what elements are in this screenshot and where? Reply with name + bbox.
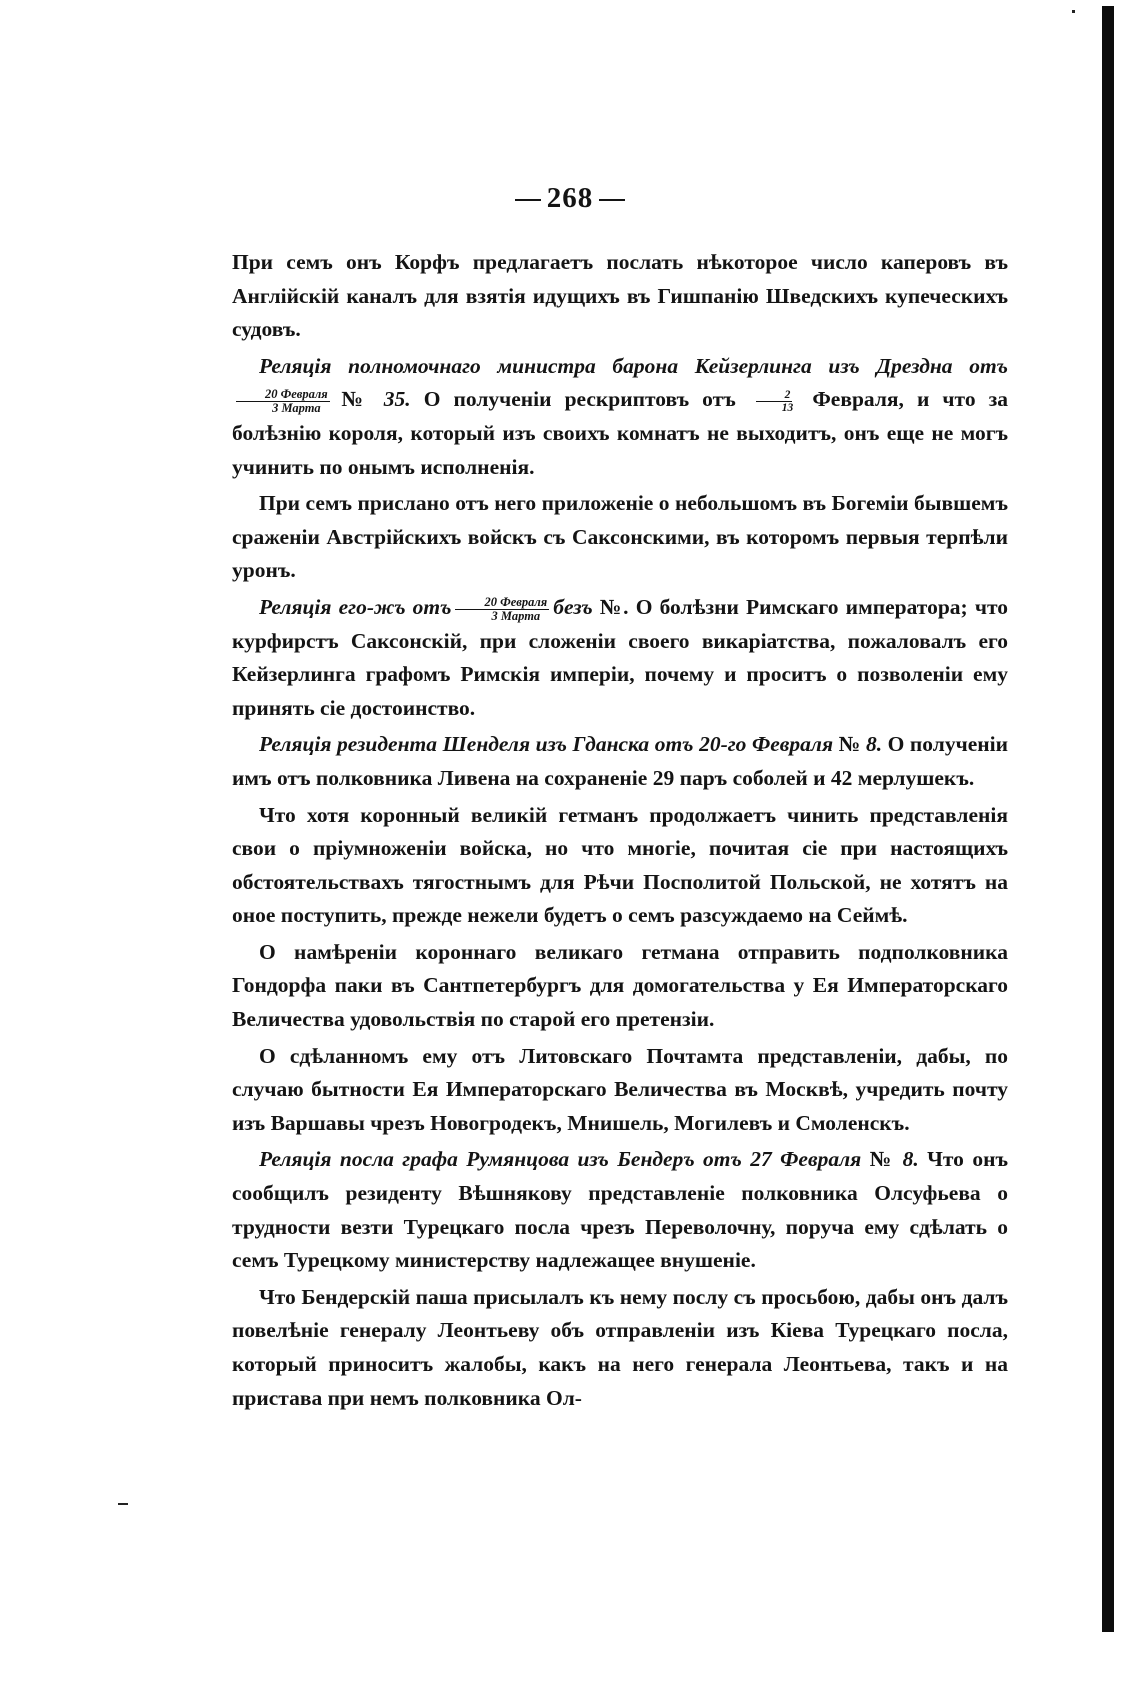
text-run: Что онъ сообщилъ резиденту Вѣшнякову представленіе полковника Олсуфьева о трудности везти Турецкаго посла чрезъ Переволочну, поруча ему сдѣлать о семъ Турецкому министерству надлежащее внушеніе. (232, 1147, 1008, 1273)
fraction-bottom: 3 Марта (491, 608, 541, 623)
text-run: Что Бендерскій паша присылалъ къ нему послу съ просьбою, дабы онъ далъ повелѣніе генералу Леонтьеву объ отправленіи изъ Кіева Турецкаго посла, который приноситъ жалобы, какъ на него генерала Леонтьева, такъ и на пристава при немъ полковника Ол- (232, 1284, 1008, 1410)
page-number: 268 (546, 182, 594, 214)
scan-speck (118, 1503, 128, 1505)
italic-text: Реляція посла графа Румянцова изъ Бендеръ отъ 27 Февраля (259, 1147, 862, 1172)
text-run: При семъ онъ Корфъ предлагаетъ послать нѣкоторое число каперовъ въ Англійскій каналъ для взятія идущихъ въ Гишпанію Шведскихъ купеческихъ судовъ. (232, 250, 1008, 342)
text-run: Февраля, и что за болѣзнію короля, который изъ своихъ комнатъ не выходитъ, онъ еще не могъ учинить по онымъ исполненія. (232, 387, 1009, 479)
paragraph (232, 1040, 1008, 1141)
document-body (232, 246, 1008, 1415)
text-run: № (333, 387, 384, 412)
italic-text: безъ (553, 594, 593, 619)
paragraph (232, 728, 1008, 795)
italic-text: Реляція полномочнаго министра барона Кейзерлинга изъ Дрезднa отъ (259, 353, 1008, 378)
date-fraction (236, 388, 330, 415)
text-run: №. О болѣзни Римскаго императора; что курфирстъ Саксонскій, при сложеніи своего викаріатства, пожаловалъ его Кейзерлинга графомъ Римскія имперіи, почему и проситъ о позволеніи ему принять сіе достоинство. (232, 594, 1008, 720)
page-edge-shadow (1102, 6, 1114, 1632)
text-run: О полученіи рескриптовъ отъ (410, 387, 749, 412)
text-run: О сдѣланномъ ему отъ Литовскаго Почтамта представленіи, дабы, по случаю бытности Ея Императорскаго Величества въ Москвѣ, учредить почту изъ Варшавы чрезъ Новогродекъ, Мнишель, Могилевъ и Смоленскъ. (232, 1043, 1008, 1135)
fraction-bottom: 3 Марта (272, 400, 321, 415)
paragraph (232, 246, 1008, 347)
scan-speck (1072, 10, 1075, 13)
italic-text: 35. (383, 387, 411, 412)
paragraph (232, 350, 1008, 484)
italic-text: 8. (902, 1147, 919, 1172)
date-fraction (753, 389, 796, 414)
italic-text: 8. (865, 732, 883, 757)
fraction-top: 2 (756, 389, 793, 402)
text-run: № (861, 1147, 903, 1172)
italic-text: Реляція резидента Шенделя изъ Гданска отъ 20-го Февраля (259, 732, 834, 757)
paragraph (232, 1281, 1008, 1415)
fraction-top: 20 Февраля (236, 388, 330, 402)
text-run: Что хотя коронный великій гетманъ продолжаетъ чинить представленія свои о пріумноженіи войска, но что многіе, почитая сіе при настоящихъ обстоятельствахъ тягостнымъ для Рѣчи Посполитой Польской, не хотятъ на оное поступить, прежде нежели будетъ о семъ разсуждаемо на Сеймѣ. (232, 802, 1008, 928)
paragraph (232, 1143, 1008, 1277)
text-run: О полученіи имъ отъ полковника Ливена на сохраненіе 29 паръ соболей и 42 мерлушекъ. (232, 732, 1008, 790)
italic-text: Реляція его-жъ отъ (259, 594, 452, 619)
fraction-top: 20 Февраля (455, 596, 549, 610)
date-fraction (455, 596, 549, 623)
text-run: № (833, 732, 866, 757)
dash-left (515, 199, 541, 201)
dash-right (599, 199, 625, 201)
paragraph (232, 799, 1008, 933)
text-run: О намѣреніи короннаго великаго гетмана отправить подполковника Гондорфа паки въ Сантпетербургъ для домогательства у Ея Императорскаго Величества удовольствія по старой его претензіи. (232, 939, 1008, 1032)
paragraph (232, 591, 1008, 725)
paragraph (232, 936, 1008, 1037)
fraction-bottom: 13 (781, 401, 794, 414)
paragraph (232, 487, 1008, 588)
text-run: При семъ прислано отъ него приложеніе о небольшомъ въ Богеміи бывшемъ сраженіи Австрійскихъ войскъ съ Саксонскими, въ которомъ первыя терпѣли уронъ. (232, 491, 1008, 583)
page-number-header (0, 182, 1140, 215)
